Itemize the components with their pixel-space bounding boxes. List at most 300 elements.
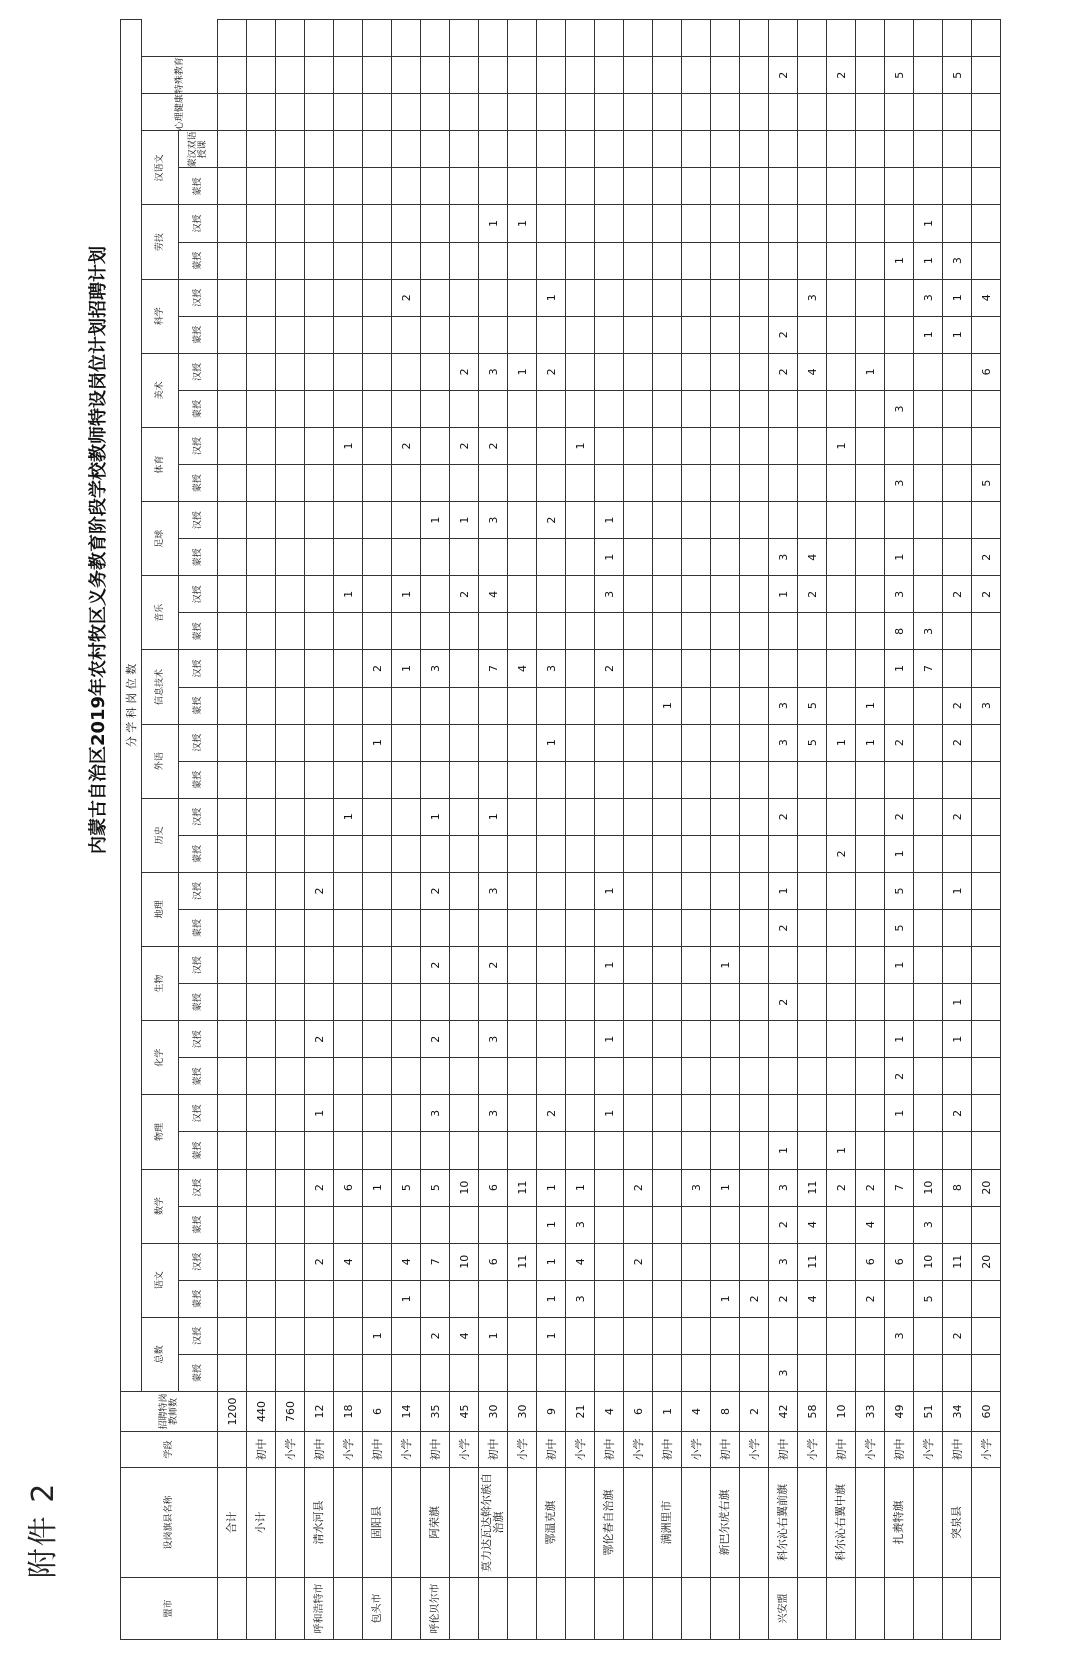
cell-county <box>798 1468 827 1578</box>
header-subject-3: 物理 <box>142 1095 179 1169</box>
cell-value <box>653 427 682 464</box>
cell-value: 5 <box>885 872 914 909</box>
header-meng: 蒙授 <box>179 316 218 353</box>
cell-value: 6 <box>856 1243 885 1280</box>
cell-value <box>798 1317 827 1354</box>
header-han: 汉授 <box>179 798 218 835</box>
cell-value <box>798 1095 827 1132</box>
cell-total: 1 <box>653 1392 682 1432</box>
cell-value <box>827 576 856 613</box>
cell-stage: 初中 <box>943 1432 972 1468</box>
cell-value <box>537 1354 566 1391</box>
cell-value <box>276 242 305 279</box>
cell-value <box>798 1021 827 1058</box>
cell-value <box>711 1132 740 1169</box>
cell-value <box>479 1280 508 1317</box>
cell-value <box>508 465 537 502</box>
cell-value <box>711 798 740 835</box>
cell-county: 新巴尔虎右旗 <box>711 1468 740 1578</box>
cell-value <box>856 576 885 613</box>
cell-total: 8 <box>711 1392 740 1432</box>
cell-value <box>218 650 247 687</box>
cell-value <box>305 57 334 94</box>
cell-value <box>914 909 943 946</box>
cell-value: 20 <box>972 1243 1001 1280</box>
cell-value: 3 <box>421 650 450 687</box>
cell-value <box>537 1021 566 1058</box>
cell-value <box>624 57 653 94</box>
cell-county <box>566 1468 595 1578</box>
header-subject-14: 科学 <box>142 279 179 353</box>
cell-value: 11 <box>508 1243 537 1280</box>
cell-county: 科尔沁右翼前旗 <box>769 1468 798 1578</box>
cell-value <box>827 390 856 427</box>
cell-value <box>972 872 1001 909</box>
cell-value <box>740 650 769 687</box>
cell-value <box>827 1243 856 1280</box>
table-row <box>421 20 450 1640</box>
cell-value: 1 <box>595 872 624 909</box>
cell-value <box>595 1169 624 1206</box>
cell-value <box>914 984 943 1021</box>
cell-value: 3 <box>943 242 972 279</box>
cell-value <box>653 650 682 687</box>
cell-value <box>624 205 653 242</box>
cell-value <box>247 502 276 539</box>
cell-value <box>566 20 595 57</box>
cell-value <box>479 1206 508 1243</box>
cell-value <box>421 687 450 724</box>
cell-value <box>711 131 740 168</box>
table-row <box>508 20 537 1640</box>
cell-value <box>247 390 276 427</box>
cell-value <box>479 687 508 724</box>
cell-value <box>972 613 1001 650</box>
cell-value: 3 <box>566 1280 595 1317</box>
cell-value: 1 <box>537 1317 566 1354</box>
cell-value <box>363 502 392 539</box>
cell-value <box>943 539 972 576</box>
cell-city <box>537 1578 566 1640</box>
cell-value <box>943 20 972 57</box>
cell-total: 9 <box>537 1392 566 1432</box>
cell-value <box>218 539 247 576</box>
cell-value <box>392 872 421 909</box>
cell-value <box>595 168 624 205</box>
cell-value <box>740 168 769 205</box>
cell-value <box>276 1354 305 1391</box>
cell-value <box>508 94 537 131</box>
cell-value <box>624 502 653 539</box>
cell-value: 1 <box>827 724 856 761</box>
cell-value <box>711 1021 740 1058</box>
cell-value <box>363 835 392 872</box>
cell-value <box>566 687 595 724</box>
cell-value <box>334 984 363 1021</box>
cell-value <box>450 687 479 724</box>
cell-value <box>363 316 392 353</box>
cell-value: 2 <box>624 1169 653 1206</box>
cell-value <box>711 1354 740 1391</box>
cell-county: 突泉县 <box>943 1468 972 1578</box>
cell-value <box>624 353 653 390</box>
cell-value <box>276 1021 305 1058</box>
cell-value <box>218 1243 247 1280</box>
cell-value <box>653 20 682 57</box>
cell-value <box>363 1206 392 1243</box>
cell-stage: 初中 <box>827 1432 856 1468</box>
cell-value <box>624 242 653 279</box>
cell-value <box>972 947 1001 984</box>
cell-stage: 初中 <box>305 1432 334 1468</box>
cell-value <box>711 390 740 427</box>
cell-value <box>508 502 537 539</box>
cell-value <box>247 1169 276 1206</box>
cell-value <box>769 835 798 872</box>
cell-value: 1 <box>363 1169 392 1206</box>
cell-value <box>537 94 566 131</box>
cell-value <box>798 1058 827 1095</box>
cell-value <box>392 94 421 131</box>
cell-value <box>305 1280 334 1317</box>
cell-value <box>566 242 595 279</box>
cell-value <box>479 984 508 1021</box>
table-row <box>769 20 798 1640</box>
cell-value <box>769 1317 798 1354</box>
cell-value <box>914 576 943 613</box>
cell-value <box>595 1317 624 1354</box>
cell-value <box>566 650 595 687</box>
table-row <box>450 20 479 1640</box>
cell-value: 4 <box>508 650 537 687</box>
cell-value <box>450 1280 479 1317</box>
cell-value: 1 <box>769 872 798 909</box>
cell-value <box>943 502 972 539</box>
cell-value <box>334 1095 363 1132</box>
cell-value <box>682 1095 711 1132</box>
cell-value <box>624 94 653 131</box>
cell-total: 2 <box>740 1392 769 1432</box>
cell-value <box>769 1058 798 1095</box>
cell-value <box>798 390 827 427</box>
cell-value <box>827 687 856 724</box>
cell-county: 清水河县 <box>305 1468 334 1578</box>
cell-value <box>305 316 334 353</box>
cell-value <box>566 279 595 316</box>
cell-value <box>276 650 305 687</box>
cell-value <box>711 279 740 316</box>
cell-value <box>450 761 479 798</box>
cell-value: 3 <box>479 872 508 909</box>
cell-value: 1 <box>914 316 943 353</box>
cell-value: 4 <box>479 576 508 613</box>
cell-value <box>450 131 479 168</box>
header-meng: 蒙授 <box>179 984 218 1021</box>
cell-value: 2 <box>363 650 392 687</box>
cell-stage: 小学 <box>276 1432 305 1468</box>
cell-value <box>711 724 740 761</box>
cell-value <box>943 909 972 946</box>
cell-value <box>595 687 624 724</box>
cell-value: 1 <box>595 502 624 539</box>
cell-value <box>218 1317 247 1354</box>
cell-value <box>276 1095 305 1132</box>
cell-value: 1 <box>595 1021 624 1058</box>
cell-value <box>508 724 537 761</box>
cell-value <box>914 427 943 464</box>
cell-value <box>624 1021 653 1058</box>
cell-value <box>566 465 595 502</box>
cell-county <box>682 1468 711 1578</box>
header-subject-13: 美术 <box>142 353 179 427</box>
cell-total: 30 <box>479 1392 508 1432</box>
cell-value <box>624 724 653 761</box>
cell-value <box>305 502 334 539</box>
cell-value <box>972 1317 1001 1354</box>
cell-county <box>334 1468 363 1578</box>
cell-value <box>276 427 305 464</box>
cell-value <box>305 1317 334 1354</box>
cell-value: 1 <box>943 279 972 316</box>
table-row <box>885 20 914 1640</box>
cell-value <box>595 316 624 353</box>
cell-value <box>276 390 305 427</box>
cell-value <box>856 613 885 650</box>
cell-value <box>943 1132 972 1169</box>
cell-value <box>624 539 653 576</box>
cell-value <box>305 131 334 168</box>
cell-value <box>885 427 914 464</box>
cell-value <box>595 909 624 946</box>
cell-value <box>943 131 972 168</box>
cell-value <box>827 1206 856 1243</box>
cell-value <box>421 316 450 353</box>
cell-value <box>682 576 711 613</box>
cell-county <box>508 1468 537 1578</box>
cell-value <box>624 947 653 984</box>
cell-value <box>566 168 595 205</box>
cell-value <box>798 205 827 242</box>
cell-value <box>972 94 1001 131</box>
cell-value <box>276 835 305 872</box>
cell-value <box>740 1243 769 1280</box>
cell-value: 3 <box>885 390 914 427</box>
cell-value <box>508 168 537 205</box>
cell-value <box>827 798 856 835</box>
cell-value <box>827 1354 856 1391</box>
cell-value <box>363 947 392 984</box>
cell-value: 2 <box>827 57 856 94</box>
cell-value <box>885 205 914 242</box>
cell-value: 1 <box>305 1095 334 1132</box>
cell-value: 3 <box>885 1317 914 1354</box>
cell-value <box>537 539 566 576</box>
cell-value <box>653 57 682 94</box>
cell-value <box>827 613 856 650</box>
cell-county <box>914 1468 943 1578</box>
cell-value: 1 <box>334 798 363 835</box>
cell-value <box>305 798 334 835</box>
cell-value: 1 <box>856 687 885 724</box>
cell-value <box>363 390 392 427</box>
cell-value <box>885 20 914 57</box>
cell-value <box>566 94 595 131</box>
cell-value: 2 <box>305 1169 334 1206</box>
table-row <box>218 20 247 1640</box>
cell-value <box>421 761 450 798</box>
cell-value <box>218 761 247 798</box>
cell-value <box>508 1095 537 1132</box>
cell-value <box>450 724 479 761</box>
cell-value <box>218 947 247 984</box>
cell-city: 呼伦贝尔市 <box>421 1578 450 1640</box>
cell-county: 固阳县 <box>363 1468 392 1578</box>
cell-value <box>566 390 595 427</box>
cell-value <box>450 1354 479 1391</box>
cell-value <box>508 1021 537 1058</box>
cell-value <box>827 316 856 353</box>
cell-stage: 小学 <box>566 1432 595 1468</box>
cell-value <box>363 205 392 242</box>
cell-value: 1 <box>711 947 740 984</box>
cell-city <box>479 1578 508 1640</box>
cell-stage: 小学 <box>682 1432 711 1468</box>
cell-value <box>450 1021 479 1058</box>
cell-value <box>479 613 508 650</box>
table-body <box>218 20 1001 1640</box>
cell-value <box>363 242 392 279</box>
cell-value <box>914 1021 943 1058</box>
cell-value <box>595 1132 624 1169</box>
document-title-text: 内蒙古自治区2019年农村牧区义务教育阶段学校教师特设岗位计划招聘计划 <box>88 245 109 855</box>
cell-value <box>363 872 392 909</box>
cell-value: 3 <box>914 613 943 650</box>
cell-value <box>711 465 740 502</box>
cell-value: 3 <box>479 1021 508 1058</box>
cell-value <box>334 613 363 650</box>
cell-value <box>653 909 682 946</box>
cell-value: 1 <box>914 205 943 242</box>
header-subject-0: 总数 <box>142 1317 179 1391</box>
cell-value <box>479 465 508 502</box>
header-meng: 蒙授 <box>179 761 218 798</box>
cell-total: 60 <box>972 1392 1001 1432</box>
cell-value <box>421 390 450 427</box>
cell-value <box>566 353 595 390</box>
cell-value <box>653 1280 682 1317</box>
cell-value <box>740 316 769 353</box>
cell-value: 4 <box>450 1317 479 1354</box>
table-row <box>566 20 595 1640</box>
header-han: 汉授 <box>179 1095 218 1132</box>
rotated-table-container <box>120 20 1060 1640</box>
cell-value: 1 <box>827 427 856 464</box>
cell-value <box>856 94 885 131</box>
cell-value <box>247 279 276 316</box>
cell-value: 2 <box>856 1280 885 1317</box>
cell-value: 2 <box>943 687 972 724</box>
cell-value <box>334 57 363 94</box>
cell-value <box>479 20 508 57</box>
cell-value <box>914 872 943 909</box>
cell-value <box>682 94 711 131</box>
cell-value <box>218 353 247 390</box>
cell-value <box>740 984 769 1021</box>
cell-value <box>537 465 566 502</box>
cell-value <box>972 1058 1001 1095</box>
header-han: 汉授 <box>179 279 218 316</box>
cell-value: 11 <box>508 1169 537 1206</box>
cell-value <box>653 279 682 316</box>
cell-value <box>508 798 537 835</box>
cell-value: 3 <box>914 279 943 316</box>
cell-value <box>972 1021 1001 1058</box>
cell-value <box>450 316 479 353</box>
cell-value <box>363 613 392 650</box>
cell-total: 6 <box>624 1392 653 1432</box>
cell-value <box>595 465 624 502</box>
cell-county <box>972 1468 1001 1578</box>
cell-value <box>566 947 595 984</box>
cell-total: 42 <box>769 1392 798 1432</box>
cell-value: 1 <box>537 279 566 316</box>
cell-value <box>392 984 421 1021</box>
cell-value <box>711 94 740 131</box>
cell-value <box>218 205 247 242</box>
cell-value <box>769 94 798 131</box>
cell-value <box>218 1354 247 1391</box>
cell-value <box>276 947 305 984</box>
cell-value: 3 <box>479 353 508 390</box>
cell-value: 2 <box>421 872 450 909</box>
cell-value <box>856 1317 885 1354</box>
cell-stage: 小学 <box>450 1432 479 1468</box>
cell-value <box>682 984 711 1021</box>
cell-stage: 初中 <box>595 1432 624 1468</box>
cell-value <box>711 835 740 872</box>
cell-value <box>856 131 885 168</box>
cell-value <box>885 687 914 724</box>
cell-value <box>914 465 943 502</box>
cell-value <box>653 1169 682 1206</box>
cell-stage: 小学 <box>508 1432 537 1468</box>
cell-value <box>537 57 566 94</box>
cell-value <box>566 576 595 613</box>
cell-value <box>450 835 479 872</box>
cell-value <box>218 57 247 94</box>
cell-value <box>653 984 682 1021</box>
cell-value <box>740 1206 769 1243</box>
cell-value <box>450 465 479 502</box>
cell-value <box>334 131 363 168</box>
cell-value <box>218 316 247 353</box>
header-subject-18: 特殊教育 <box>142 57 218 94</box>
cell-value <box>769 427 798 464</box>
cell-value <box>218 909 247 946</box>
cell-value <box>392 465 421 502</box>
cell-value <box>856 57 885 94</box>
cell-value <box>827 131 856 168</box>
cell-value <box>363 1095 392 1132</box>
cell-value <box>595 1354 624 1391</box>
cell-value <box>914 1317 943 1354</box>
cell-value <box>711 576 740 613</box>
header-meng: 蒙授 <box>179 390 218 427</box>
cell-value: 20 <box>972 1169 1001 1206</box>
header-total: 招聘特岗教师数 <box>121 1392 218 1432</box>
cell-value <box>247 316 276 353</box>
cell-value <box>537 984 566 1021</box>
